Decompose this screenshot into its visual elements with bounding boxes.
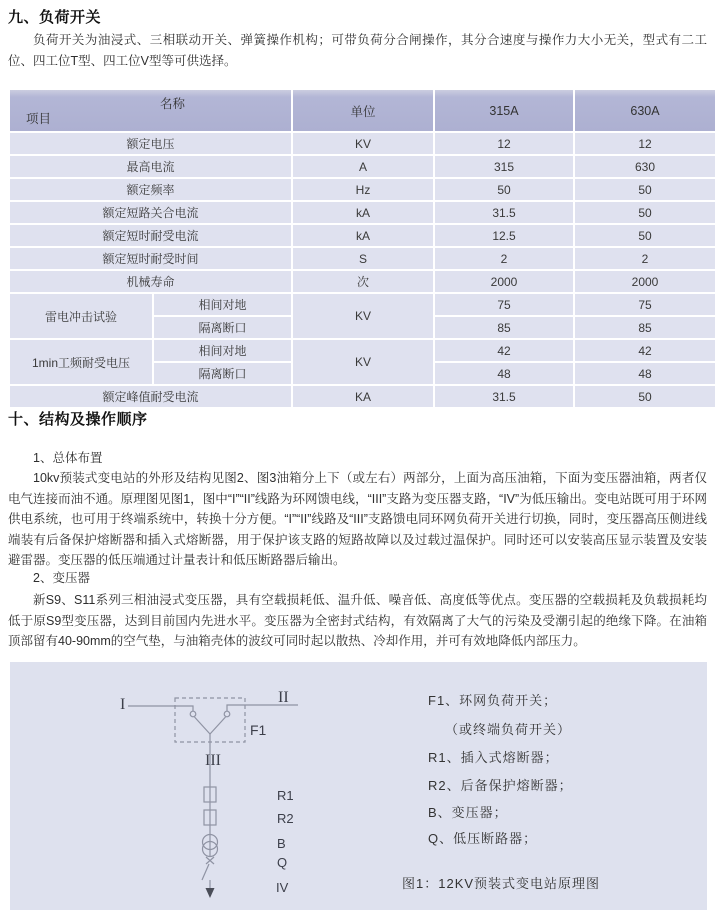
legend-item-r2: R2、后备保护熔断器； (428, 778, 573, 793)
spec-table (8, 88, 715, 409)
value-cell: 50 (574, 385, 715, 408)
value-cell: 42 (574, 339, 715, 362)
unit-cell: KA (292, 385, 434, 408)
value-cell: 31.5 (434, 385, 574, 408)
label-branch3: III (205, 752, 221, 769)
item-cell: 额定短路关合电流 (9, 201, 292, 224)
item-cell: 额定频率 (9, 178, 292, 201)
value-cell: 2000 (574, 270, 715, 293)
unit-cell: KV (292, 339, 434, 385)
section9-paragraph: 负荷开关为油浸式、三相联动开关、弹簧操作机构；可带负荷分合闸操作，其分合速度与操作力大小无关，型式有二工位、四工位T型、四工位V型等可供选择。 (8, 33, 707, 68)
table-row (9, 339, 715, 362)
header-315a: 315A (434, 89, 574, 132)
value-cell: 42 (434, 339, 574, 362)
unit-cell: KV (292, 132, 434, 155)
item-cell: 机械寿命 (9, 270, 292, 293)
value-cell: 75 (574, 293, 715, 316)
label-line2: II (278, 689, 289, 706)
unit-cell: kA (292, 201, 434, 224)
item-cell: 1min工频耐受电压 (9, 339, 153, 385)
value-cell: 50 (574, 178, 715, 201)
value-cell: 31.5 (434, 201, 574, 224)
section10-paragraph1: 10kv预装式变电站的外形及结构见图2、图3油箱分上下（或左右）两部分，上面为高压油箱，下面为变压器油箱，两者仅电气连接而油不通。原理图见图1，图中“I”“II”线路为环网馈电线，“III”支路为变压器支路，“IV”为低压输出。变电站既可用于环网供电系统，也可用于终端系统中，转换十分方便。“I”“II”线路及“III”支路馈电同环网负荷开关进行切换，同时，变压器高压侧进线端装有后备保护熔断器和插入式熔断器，用于保护该支路的短路故障以及过载过温保护。同时还可以安装高压显示装置及安装避雷器。变压器的低压端通过计量表计和低压断路器后输出。 (8, 471, 707, 567)
unit-cell: A (292, 155, 434, 178)
switch-contact-left (190, 711, 196, 717)
label-switch: F1 (250, 722, 267, 738)
circuit-diagram (10, 662, 707, 910)
unit-cell: KV (292, 293, 434, 339)
breaker-blade (202, 864, 209, 880)
value-cell: 2 (434, 247, 574, 270)
label-line1: I (120, 696, 126, 713)
unit-cell: 次 (292, 270, 434, 293)
unit-cell: S (292, 247, 434, 270)
value-cell: 50 (574, 201, 715, 224)
legend-item-r1: R1、插入式熔断器； (428, 750, 559, 765)
label-transformer: B (277, 836, 286, 851)
section9-heading: 九、负荷开关 (8, 9, 102, 26)
table-row (9, 270, 715, 293)
section10-heading: 十、结构及操作顺序 (8, 411, 148, 428)
table-row (9, 132, 715, 155)
value-cell: 48 (574, 362, 715, 385)
value-cell: 2000 (434, 270, 574, 293)
item-cell: 额定峰值耐受电流 (9, 385, 292, 408)
subsection2-title: 2、变压器 (33, 571, 90, 585)
sub-label-cell: 隔离断口 (153, 362, 292, 385)
legend-item-f1: F1、环网负荷开关； (428, 693, 558, 708)
output-arrow-icon (206, 888, 215, 898)
value-cell: 85 (574, 316, 715, 339)
header-unit: 单位 (292, 89, 434, 132)
item-cell: 最高电流 (9, 155, 292, 178)
feeder-line-1 (128, 706, 193, 711)
section10-paragraph2: 新S9、S11系列三相油浸式变压器，具有空载损耗低、温升低、噪音低、高度低等优点。变压器的空载损耗及负载损耗均低于原S9型变压器，达到目前国内先进水平。变压器为全密封式结构，有效隔离了大气的污染及受潮引起的绝缘下降。在油箱顶部留有40-90mm的空气垫，与油箱壳体的波纹可同时起以散热、冷却作用，并可有效地降低内部压力。 (8, 593, 707, 648)
figure1-panel (10, 662, 707, 910)
label-output: IV (276, 880, 289, 895)
legend-item-q: Q、低压断路器； (428, 831, 538, 846)
value-cell: 12.5 (434, 224, 574, 247)
table-row (9, 293, 715, 316)
value-cell: 75 (434, 293, 574, 316)
value-cell: 630 (574, 155, 715, 178)
item-cell: 额定短时耐受时间 (9, 247, 292, 270)
table-row (9, 155, 715, 178)
header-630a: 630A (574, 89, 715, 132)
label-fuse1: R1 (277, 788, 294, 803)
item-cell: 额定短时耐受电流 (9, 224, 292, 247)
table-row (9, 224, 715, 247)
value-cell: 50 (574, 224, 715, 247)
header-corner-item: 项目 (26, 112, 52, 126)
value-cell: 2 (574, 247, 715, 270)
value-cell: 12 (574, 132, 715, 155)
switch-contact-right (224, 711, 230, 717)
legend-item-f1-alt: （或终端负荷开关） (445, 722, 572, 737)
table-row (9, 247, 715, 270)
unit-cell: kA (292, 224, 434, 247)
sub-label-cell: 相间对地 (153, 339, 292, 362)
figure-caption: 图1：12KV预装式变电站原理图 (402, 876, 601, 891)
switch-blade-right (210, 717, 226, 734)
table-row (9, 201, 715, 224)
table-row (9, 385, 715, 408)
value-cell: 48 (434, 362, 574, 385)
unit-cell: Hz (292, 178, 434, 201)
header-corner-name: 名称 (160, 97, 186, 111)
value-cell: 85 (434, 316, 574, 339)
legend-item-b: B、变压器； (428, 805, 508, 820)
value-cell: 12 (434, 132, 574, 155)
value-cell: 50 (434, 178, 574, 201)
item-cell: 额定电压 (9, 132, 292, 155)
subsection1-title: 1、总体布置 (33, 451, 103, 465)
label-breaker: Q (277, 855, 288, 870)
item-cell: 雷电冲击试验 (9, 293, 153, 339)
value-cell: 315 (434, 155, 574, 178)
switch-blade-left (195, 717, 211, 734)
table-header-row (9, 89, 715, 132)
diagonal-header-cell (9, 89, 292, 132)
label-fuse2: R2 (277, 811, 294, 826)
table-row (9, 178, 715, 201)
sub-label-cell: 隔离断口 (153, 316, 292, 339)
sub-label-cell: 相间对地 (153, 293, 292, 316)
